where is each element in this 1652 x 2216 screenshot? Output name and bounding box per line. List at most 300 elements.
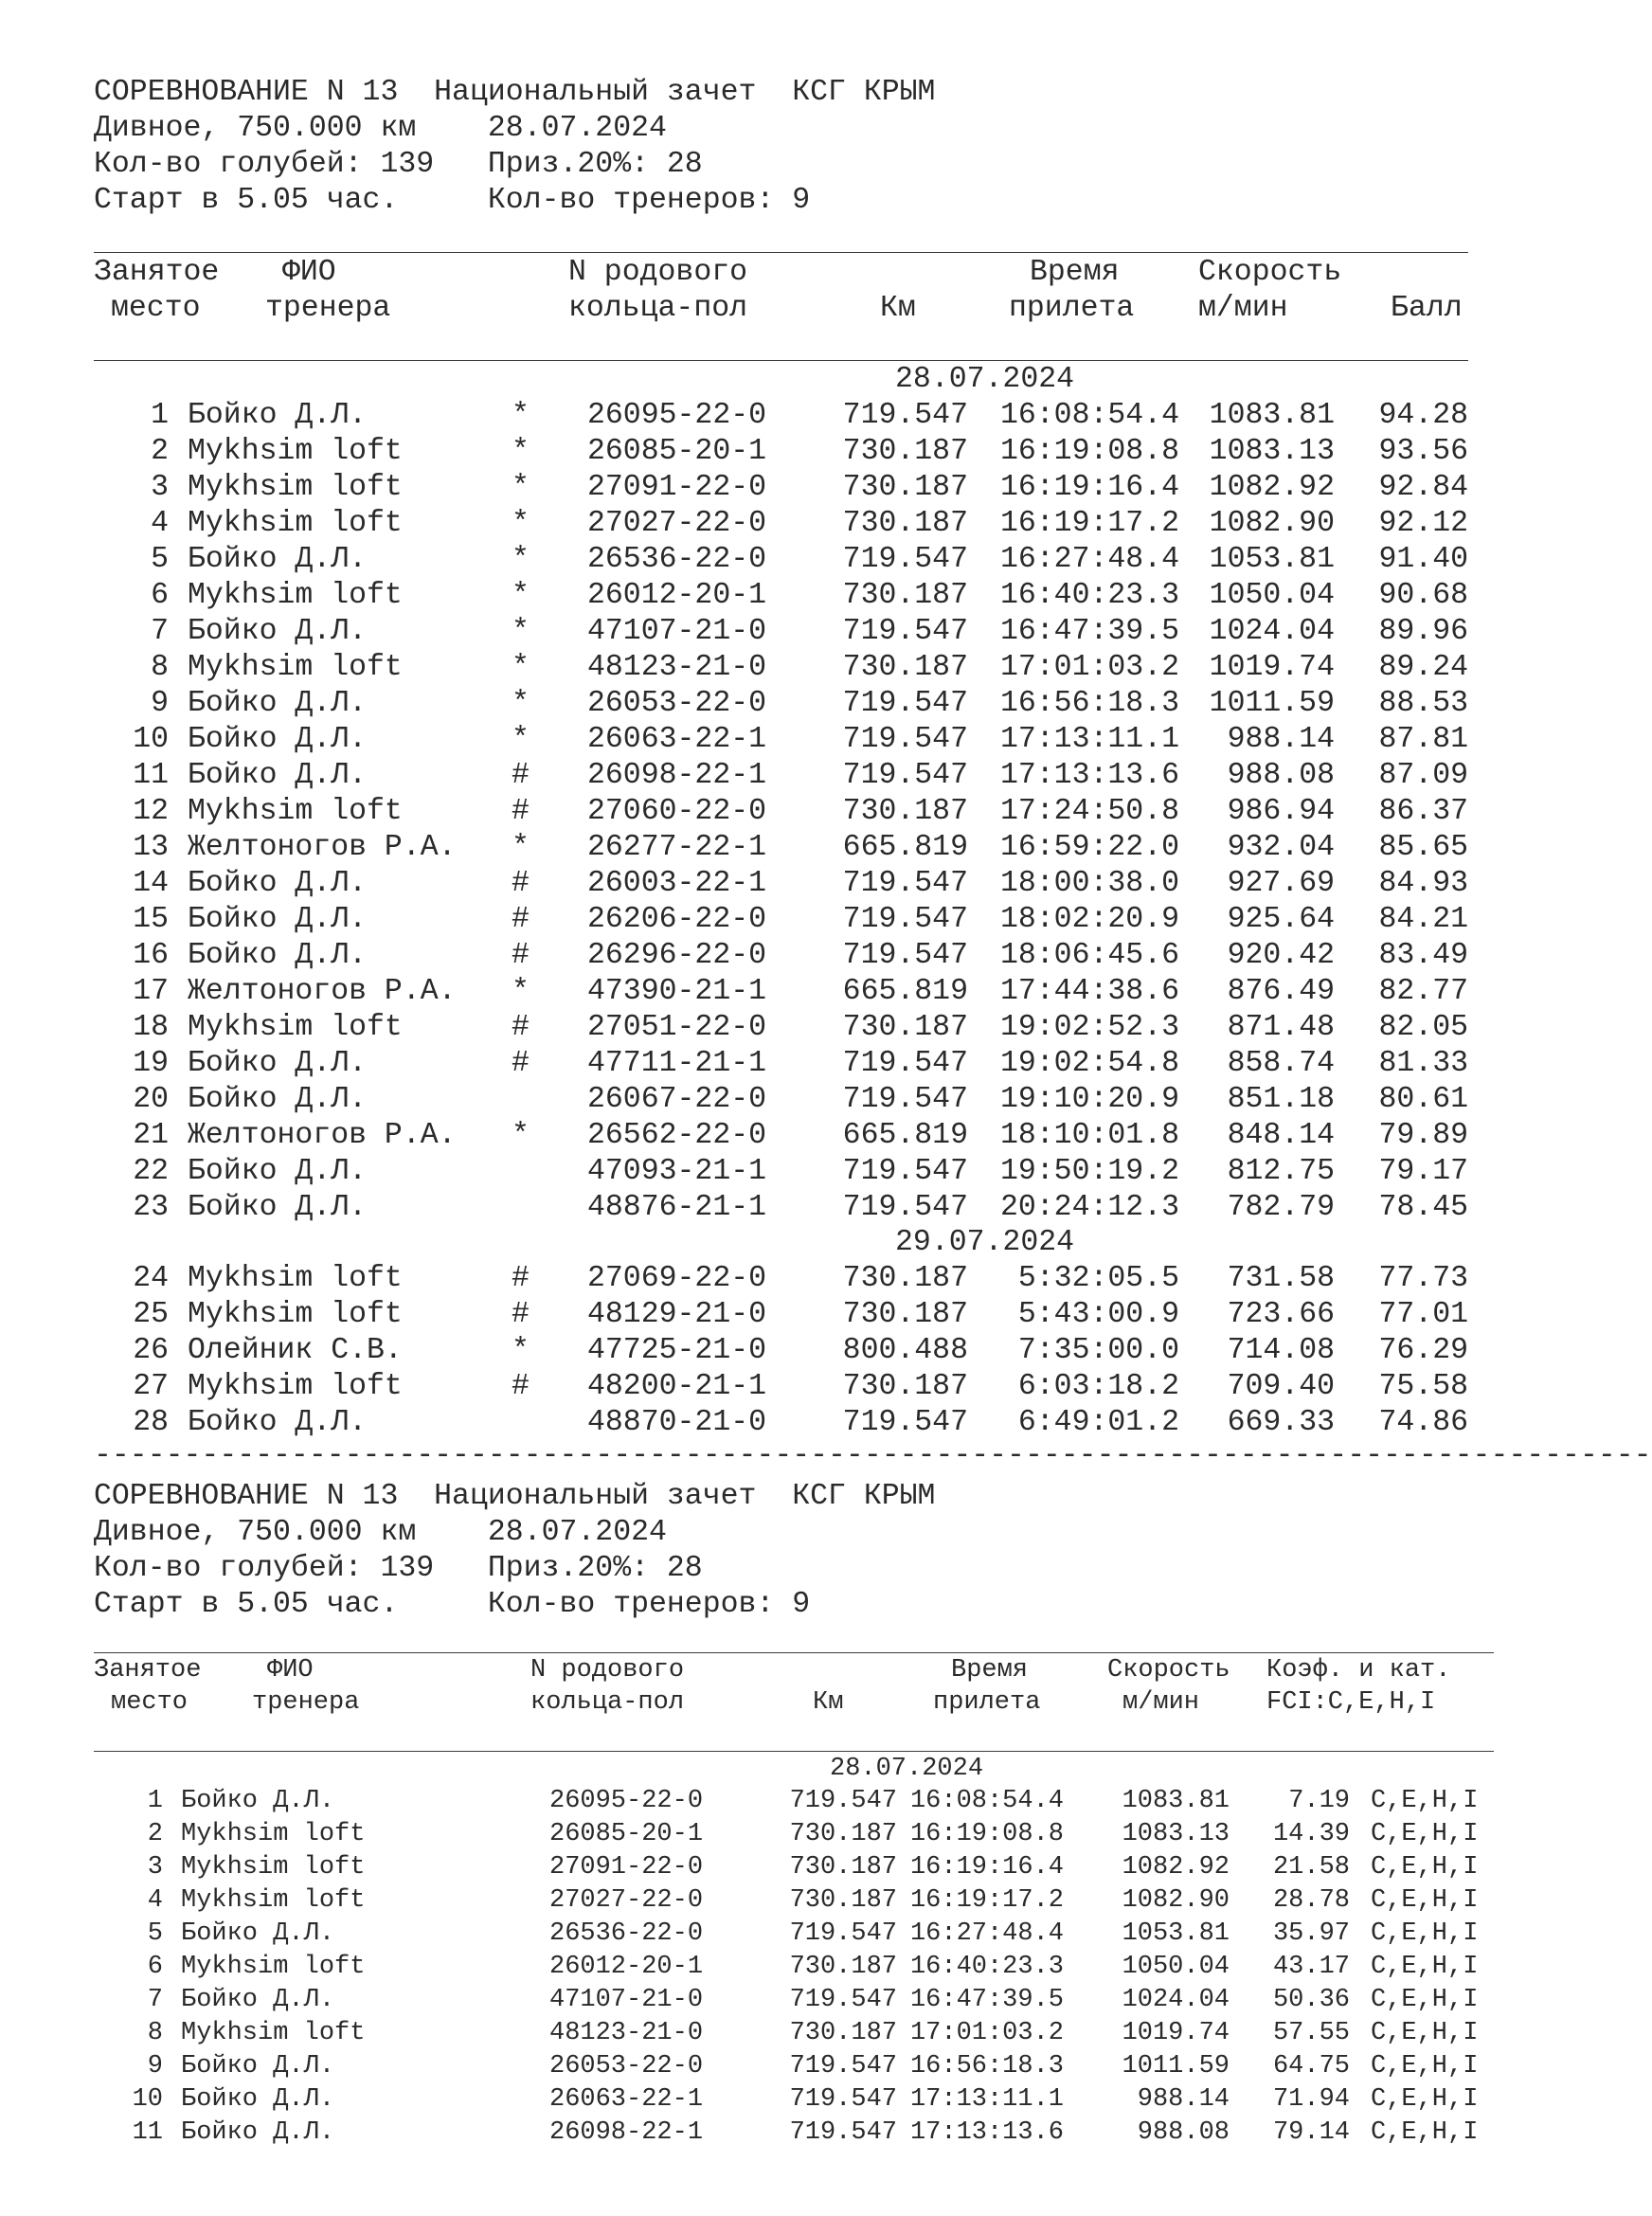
place-cell: 17	[133, 975, 169, 1008]
ring-number-cell: 26095-22-0	[549, 1787, 704, 1815]
score-cell: 87.09	[1378, 759, 1468, 792]
score-cell: 79.89	[1378, 1119, 1468, 1152]
col-fio-header: ФИО	[282, 256, 336, 289]
mark-cell: *	[512, 399, 530, 432]
arrival-time-cell: 17:13:11.1	[999, 723, 1179, 756]
distance-cell: 730.187	[842, 579, 968, 612]
arrival-time-cell: 19:02:52.3	[999, 1011, 1179, 1044]
ring-number-cell: 47390-21-1	[587, 975, 767, 1008]
ring-number-cell: 26063-22-1	[587, 723, 767, 756]
ring-number-cell: 26536-22-0	[549, 1919, 704, 1948]
competition-title: СОРЕВНОВАНИЕ N 13 Национальный зачет КСГ КРЫМ	[94, 76, 936, 109]
category-cell: C,E,H,I	[1371, 1787, 1479, 1815]
score-cell: 77.73	[1378, 1262, 1468, 1295]
distance-cell: 719.547	[842, 1191, 968, 1224]
trainer-name-cell: Бойко Д.Л.	[188, 1191, 368, 1224]
col-speed-header-2: м/мин	[1198, 292, 1288, 325]
score-cell: 89.96	[1378, 615, 1468, 648]
place-cell: 18	[133, 1011, 169, 1044]
trainer-name-cell: Олейник С.В.	[188, 1334, 403, 1367]
distance-cell: 800.488	[842, 1334, 968, 1367]
mark-cell: #	[512, 1011, 530, 1044]
speed-cell: 848.14	[1227, 1119, 1335, 1152]
speed-cell: 1053.81	[1209, 543, 1335, 576]
ring-number-cell: 47725-21-0	[587, 1334, 767, 1367]
score-cell: 79.17	[1378, 1155, 1468, 1188]
distance-cell: 730.187	[842, 1011, 968, 1044]
trainer-name-cell: Бойко Д.Л.	[181, 1787, 335, 1815]
trainer-name-cell: Бойко Д.Л.	[188, 903, 368, 936]
trainer-name-cell: Бойко Д.Л.	[188, 687, 368, 720]
score-cell: 88.53	[1378, 687, 1468, 720]
score-cell: 86.37	[1378, 795, 1468, 828]
trainer-name-cell: Бойко Д.Л.	[188, 1083, 368, 1116]
place-cell: 22	[133, 1155, 169, 1188]
table-top-rule	[94, 1652, 1494, 1653]
trainer-name-cell: Бойко Д.Л.	[188, 399, 368, 432]
ring-number-cell: 27069-22-0	[587, 1262, 767, 1295]
arrival-time-cell: 19:02:54.8	[999, 1047, 1179, 1080]
trainer-name-cell: Бойко Д.Л.	[181, 2118, 335, 2147]
place-cell: 24	[133, 1262, 169, 1295]
place-cell: 1	[151, 399, 169, 432]
speed-cell: 669.33	[1227, 1406, 1335, 1439]
col-speed-header: Скорость	[1107, 1656, 1230, 1685]
distance-cell: 719.547	[842, 543, 968, 576]
speed-cell: 1050.04	[1209, 579, 1335, 612]
ring-number-cell: 26003-22-1	[587, 867, 767, 900]
ring-number-cell: 27091-22-0	[549, 1853, 704, 1882]
score-cell: 81.33	[1378, 1047, 1468, 1080]
location-date: Дивное, 750.000 км 28.07.2024	[94, 1516, 667, 1549]
dashed-separator: ---------------------------------------------------------------------------------------	[94, 1439, 1652, 1472]
ring-number-cell: 26098-22-1	[549, 2118, 704, 2147]
speed-cell: 932.04	[1227, 831, 1335, 864]
place-cell: 11	[133, 759, 169, 792]
score-cell: 77.01	[1378, 1298, 1468, 1331]
arrival-time-cell: 16:08:54.4	[999, 399, 1179, 432]
score-cell: 92.84	[1378, 471, 1468, 504]
place-cell: 10	[132, 2085, 163, 2114]
arrival-time-cell: 16:56:18.3	[999, 687, 1179, 720]
ring-number-cell: 27060-22-0	[587, 795, 767, 828]
ring-number-cell: 26277-22-1	[587, 831, 767, 864]
arrival-time-cell: 19:50:19.2	[999, 1155, 1179, 1188]
ring-number-cell: 27051-22-0	[587, 1011, 767, 1044]
arrival-time-cell: 19:10:20.9	[999, 1083, 1179, 1116]
trainer-name-cell: Бойко Д.Л.	[181, 1919, 335, 1948]
ring-number-cell: 26067-22-0	[587, 1083, 767, 1116]
category-cell: C,E,H,I	[1371, 2019, 1479, 2047]
place-cell: 23	[133, 1191, 169, 1224]
trainer-name-cell: Бойко Д.Л.	[181, 2052, 335, 2081]
trainer-name-cell: Бойко Д.Л.	[188, 543, 368, 576]
col-ring-header-2: кольца-пол	[530, 1688, 685, 1717]
date-group-header: 29.07.2024	[895, 1226, 1075, 1259]
col-speed-header: Скорость	[1198, 256, 1342, 289]
place-cell: 27	[133, 1370, 169, 1403]
distance-cell: 719.547	[789, 2052, 897, 2081]
mark-cell: #	[512, 1298, 530, 1331]
trainer-name-cell: Mykhsim loft	[188, 471, 403, 504]
arrival-time-cell: 17:44:38.6	[999, 975, 1179, 1008]
trainer-name-cell: Бойко Д.Л.	[188, 1155, 368, 1188]
arrival-time-cell: 17:13:13.6	[909, 2118, 1064, 2147]
category-cell: C,E,H,I	[1371, 1986, 1479, 2014]
place-cell: 6	[151, 579, 169, 612]
mark-cell: #	[512, 795, 530, 828]
coefficient-cell: 28.78	[1272, 1886, 1350, 1915]
arrival-time-cell: 16:47:39.5	[999, 615, 1179, 648]
arrival-time-cell: 5:43:00.9	[1017, 1298, 1179, 1331]
place-cell: 28	[133, 1406, 169, 1439]
arrival-time-cell: 5:32:05.5	[1017, 1262, 1179, 1295]
distance-cell: 719.547	[842, 939, 968, 972]
col-place-header-2: место	[111, 292, 201, 325]
mark-cell: *	[512, 1119, 530, 1152]
col-coef-header: Коэф. и кат.	[1266, 1656, 1451, 1685]
trainer-name-cell: Mykhsim loft	[181, 1886, 366, 1915]
date-group-header: 28.07.2024	[830, 1755, 984, 1783]
ring-number-cell: 26012-20-1	[587, 579, 767, 612]
speed-cell: 709.40	[1227, 1370, 1335, 1403]
speed-cell: 731.58	[1227, 1262, 1335, 1295]
col-coef-header-2: FCI:C,E,H,I	[1266, 1688, 1436, 1717]
score-cell: 87.81	[1378, 723, 1468, 756]
place-cell: 11	[132, 2118, 163, 2147]
score-cell: 93.56	[1378, 435, 1468, 468]
start-info: Старт в 5.05 час. Кол-во тренеров: 9	[94, 184, 811, 217]
distance-cell: 719.547	[842, 723, 968, 756]
speed-cell: 1082.90	[1122, 1886, 1230, 1915]
category-cell: C,E,H,I	[1371, 2085, 1479, 2114]
start-info: Старт в 5.05 час. Кол-во тренеров: 9	[94, 1588, 811, 1621]
speed-cell: 920.42	[1227, 939, 1335, 972]
table-header-rule	[94, 360, 1468, 361]
arrival-time-cell: 6:49:01.2	[1017, 1406, 1179, 1439]
trainer-name-cell: Желтоногов Р.А.	[188, 831, 457, 864]
ring-number-cell: 48123-21-0	[587, 651, 767, 684]
trainer-name-cell: Mykhsim loft	[188, 1370, 403, 1403]
mark-cell: #	[512, 903, 530, 936]
competition-title: СОРЕВНОВАНИЕ N 13 Национальный зачет КСГ КРЫМ	[94, 1480, 936, 1513]
distance-cell: 719.547	[842, 903, 968, 936]
arrival-time-cell: 16:08:54.4	[909, 1787, 1064, 1815]
distance-cell: 730.187	[842, 471, 968, 504]
trainer-name-cell: Mykhsim loft	[188, 435, 403, 468]
mark-cell: #	[512, 1370, 530, 1403]
score-cell: 94.28	[1378, 399, 1468, 432]
arrival-time-cell: 16:19:16.4	[999, 471, 1179, 504]
distance-cell: 719.547	[842, 399, 968, 432]
ring-number-cell: 47107-21-0	[549, 1986, 704, 2014]
arrival-time-cell: 17:13:13.6	[999, 759, 1179, 792]
arrival-time-cell: 16:19:08.8	[909, 1820, 1064, 1848]
col-time-header-2: прилета	[1009, 292, 1135, 325]
place-cell: 10	[133, 723, 169, 756]
coefficient-cell: 71.94	[1272, 2085, 1350, 2114]
speed-cell: 988.14	[1137, 2085, 1230, 2114]
arrival-time-cell: 16:27:48.4	[999, 543, 1179, 576]
distance-cell: 719.547	[842, 1155, 968, 1188]
coefficient-cell: 7.19	[1288, 1787, 1350, 1815]
speed-cell: 851.18	[1227, 1083, 1335, 1116]
ring-number-cell: 47107-21-0	[587, 615, 767, 648]
col-fio-header-2: тренера	[265, 292, 391, 325]
coefficient-cell: 50.36	[1272, 1986, 1350, 2014]
trainer-name-cell: Mykhsim loft	[188, 507, 403, 540]
score-cell: 85.65	[1378, 831, 1468, 864]
arrival-time-cell: 16:19:08.8	[999, 435, 1179, 468]
mark-cell: *	[512, 507, 530, 540]
ring-number-cell: 26536-22-0	[587, 543, 767, 576]
ring-number-cell: 48200-21-1	[587, 1370, 767, 1403]
distance-cell: 719.547	[842, 867, 968, 900]
arrival-time-cell: 18:02:20.9	[999, 903, 1179, 936]
category-cell: C,E,H,I	[1371, 2118, 1479, 2147]
col-km-header: Км	[813, 1688, 844, 1717]
distance-cell: 730.187	[842, 651, 968, 684]
distance-cell: 719.547	[842, 1047, 968, 1080]
speed-cell: 858.74	[1227, 1047, 1335, 1080]
ring-number-cell: 47711-21-1	[587, 1047, 767, 1080]
distance-cell: 719.547	[842, 759, 968, 792]
table-top-rule	[94, 252, 1468, 253]
trainer-name-cell: Желтоногов Р.А.	[188, 1119, 457, 1152]
place-cell: 21	[133, 1119, 169, 1152]
ring-number-cell: 48123-21-0	[549, 2019, 704, 2047]
place-cell: 8	[147, 2019, 163, 2047]
trainer-name-cell: Mykhsim loft	[181, 1820, 366, 1848]
mark-cell: *	[512, 471, 530, 504]
place-cell: 3	[147, 1853, 163, 1882]
mark-cell: *	[512, 687, 530, 720]
ring-number-cell: 26206-22-0	[587, 903, 767, 936]
trainer-name-cell: Mykhsim loft	[188, 1298, 403, 1331]
ring-number-cell: 26085-20-1	[587, 435, 767, 468]
distance-cell: 719.547	[789, 1787, 897, 1815]
ring-number-cell: 47093-21-1	[587, 1155, 767, 1188]
distance-cell: 730.187	[842, 507, 968, 540]
distance-cell: 665.819	[842, 975, 968, 1008]
ring-number-cell: 48129-21-0	[587, 1298, 767, 1331]
distance-cell: 730.187	[842, 435, 968, 468]
col-place-header: Занятое	[94, 256, 220, 289]
trainer-name-cell: Бойко Д.Л.	[181, 2085, 335, 2114]
mark-cell: *	[512, 1334, 530, 1367]
ring-number-cell: 26095-22-0	[587, 399, 767, 432]
table-header-rule	[94, 1751, 1494, 1752]
trainer-name-cell: Бойко Д.Л.	[188, 1047, 368, 1080]
score-cell: 84.21	[1378, 903, 1468, 936]
place-cell: 9	[151, 687, 169, 720]
col-time-header: Время	[951, 1656, 1029, 1685]
pigeon-count: Кол-во голубей: 139 Приз.20%: 28	[94, 1552, 703, 1585]
trainer-name-cell: Бойко Д.Л.	[188, 939, 368, 972]
speed-cell: 1083.81	[1122, 1787, 1230, 1815]
trainer-name-cell: Mykhsim loft	[188, 1262, 403, 1295]
ring-number-cell: 27091-22-0	[587, 471, 767, 504]
trainer-name-cell: Mykhsim loft	[188, 651, 403, 684]
category-cell: C,E,H,I	[1371, 1886, 1479, 1915]
coefficient-cell: 35.97	[1272, 1919, 1350, 1948]
score-cell: 83.49	[1378, 939, 1468, 972]
place-cell: 16	[133, 939, 169, 972]
place-cell: 2	[151, 435, 169, 468]
distance-cell: 730.187	[842, 1298, 968, 1331]
arrival-time-cell: 16:19:17.2	[909, 1886, 1064, 1915]
col-fio-header: ФИО	[267, 1656, 314, 1685]
trainer-name-cell: Mykhsim loft	[181, 2019, 366, 2047]
place-cell: 15	[133, 903, 169, 936]
distance-cell: 665.819	[842, 831, 968, 864]
pigeon-count: Кол-во голубей: 139 Приз.20%: 28	[94, 148, 703, 181]
ring-number-cell: 26053-22-0	[549, 2052, 704, 2081]
place-cell: 20	[133, 1083, 169, 1116]
mark-cell: *	[512, 615, 530, 648]
speed-cell: 988.08	[1137, 2118, 1230, 2147]
speed-cell: 1082.92	[1209, 471, 1335, 504]
speed-cell: 988.08	[1227, 759, 1335, 792]
speed-cell: 1011.59	[1122, 2052, 1230, 2081]
speed-cell: 1083.13	[1209, 435, 1335, 468]
speed-cell: 812.75	[1227, 1155, 1335, 1188]
trainer-name-cell: Бойко Д.Л.	[188, 759, 368, 792]
ring-number-cell: 48870-21-0	[587, 1406, 767, 1439]
col-fio-header-2: тренера	[252, 1688, 360, 1717]
coefficient-cell: 57.55	[1272, 2019, 1350, 2047]
arrival-time-cell: 16:40:23.3	[999, 579, 1179, 612]
place-cell: 4	[147, 1886, 163, 1915]
mark-cell: #	[512, 1262, 530, 1295]
speed-cell: 986.94	[1227, 795, 1335, 828]
place-cell: 12	[133, 795, 169, 828]
place-cell: 4	[151, 507, 169, 540]
place-cell: 3	[151, 471, 169, 504]
arrival-time-cell: 17:13:11.1	[909, 2085, 1064, 2114]
score-cell: 90.68	[1378, 579, 1468, 612]
ring-number-cell: 26063-22-1	[549, 2085, 704, 2114]
speed-cell: 782.79	[1227, 1191, 1335, 1224]
speed-cell: 988.14	[1227, 723, 1335, 756]
arrival-time-cell: 20:24:12.3	[999, 1191, 1179, 1224]
distance-cell: 719.547	[842, 687, 968, 720]
trainer-name-cell: Mykhsim loft	[181, 1953, 366, 1981]
place-cell: 5	[147, 1919, 163, 1948]
speed-cell: 927.69	[1227, 867, 1335, 900]
score-cell: 89.24	[1378, 651, 1468, 684]
mark-cell: *	[512, 975, 530, 1008]
coefficient-cell: 43.17	[1272, 1953, 1350, 1981]
location-date: Дивное, 750.000 км 28.07.2024	[94, 112, 667, 145]
category-cell: C,E,H,I	[1371, 1820, 1479, 1848]
ring-number-cell: 26012-20-1	[549, 1953, 704, 1981]
score-cell: 92.12	[1378, 507, 1468, 540]
trainer-name-cell: Mykhsim loft	[188, 579, 403, 612]
arrival-time-cell: 16:19:17.2	[999, 507, 1179, 540]
place-cell: 1	[147, 1787, 163, 1815]
coefficient-cell: 21.58	[1272, 1853, 1350, 1882]
distance-cell: 719.547	[789, 2085, 897, 2114]
distance-cell: 730.187	[789, 1820, 897, 1848]
trainer-name-cell: Mykhsim loft	[188, 795, 403, 828]
distance-cell: 719.547	[789, 1919, 897, 1948]
speed-cell: 1083.13	[1122, 1820, 1230, 1848]
distance-cell: 719.547	[842, 615, 968, 648]
col-ring-header-2: кольца-пол	[568, 292, 748, 325]
distance-cell: 665.819	[842, 1119, 968, 1152]
col-time-header: Время	[1030, 256, 1120, 289]
category-cell: C,E,H,I	[1371, 2052, 1479, 2081]
arrival-time-cell: 16:40:23.3	[909, 1953, 1064, 1981]
arrival-time-cell: 6:03:18.2	[1017, 1370, 1179, 1403]
place-cell: 2	[147, 1820, 163, 1848]
place-cell: 9	[147, 2052, 163, 2081]
speed-cell: 871.48	[1227, 1011, 1335, 1044]
score-cell: 80.61	[1378, 1083, 1468, 1116]
date-group-header: 28.07.2024	[895, 363, 1075, 396]
distance-cell: 730.187	[789, 1953, 897, 1981]
score-cell: 91.40	[1378, 543, 1468, 576]
coefficient-cell: 79.14	[1272, 2118, 1350, 2147]
trainer-name-cell: Бойко Д.Л.	[181, 1986, 335, 2014]
category-cell: C,E,H,I	[1371, 1853, 1479, 1882]
col-speed-header-2: м/мин	[1122, 1688, 1200, 1717]
score-cell: 82.77	[1378, 975, 1468, 1008]
mark-cell: *	[512, 651, 530, 684]
trainer-name-cell: Бойко Д.Л.	[188, 1406, 368, 1439]
arrival-time-cell: 16:56:18.3	[909, 2052, 1064, 2081]
trainer-name-cell: Бойко Д.Л.	[188, 867, 368, 900]
place-cell: 7	[147, 1986, 163, 2014]
col-ring-header: N родового	[568, 256, 748, 289]
place-cell: 14	[133, 867, 169, 900]
distance-cell: 719.547	[842, 1083, 968, 1116]
coefficient-cell: 64.75	[1272, 2052, 1350, 2081]
ring-number-cell: 26562-22-0	[587, 1119, 767, 1152]
category-cell: C,E,H,I	[1371, 1953, 1479, 1981]
arrival-time-cell: 17:01:03.2	[909, 2019, 1064, 2047]
speed-cell: 1011.59	[1209, 687, 1335, 720]
distance-cell: 730.187	[842, 1262, 968, 1295]
mark-cell: #	[512, 867, 530, 900]
distance-cell: 730.187	[789, 2019, 897, 2047]
mark-cell: #	[512, 759, 530, 792]
mark-cell: *	[512, 543, 530, 576]
trainer-name-cell: Mykhsim loft	[181, 1853, 366, 1882]
arrival-time-cell: 7:35:00.0	[1017, 1334, 1179, 1367]
trainer-name-cell: Mykhsim loft	[188, 1011, 403, 1044]
score-cell: 74.86	[1378, 1406, 1468, 1439]
place-cell: 5	[151, 543, 169, 576]
mark-cell: #	[512, 939, 530, 972]
distance-cell: 719.547	[842, 1406, 968, 1439]
mark-cell: *	[512, 579, 530, 612]
score-cell: 78.45	[1378, 1191, 1468, 1224]
speed-cell: 714.08	[1227, 1334, 1335, 1367]
distance-cell: 730.187	[789, 1886, 897, 1915]
mark-cell: #	[512, 1047, 530, 1080]
place-cell: 8	[151, 651, 169, 684]
trainer-name-cell: Бойко Д.Л.	[188, 615, 368, 648]
distance-cell: 730.187	[842, 795, 968, 828]
col-score-header: Балл	[1391, 292, 1463, 325]
col-km-header: Км	[880, 292, 916, 325]
score-cell: 84.93	[1378, 867, 1468, 900]
col-time-header-2: прилета	[933, 1688, 1041, 1717]
speed-cell: 1024.04	[1209, 615, 1335, 648]
ring-number-cell: 48876-21-1	[587, 1191, 767, 1224]
